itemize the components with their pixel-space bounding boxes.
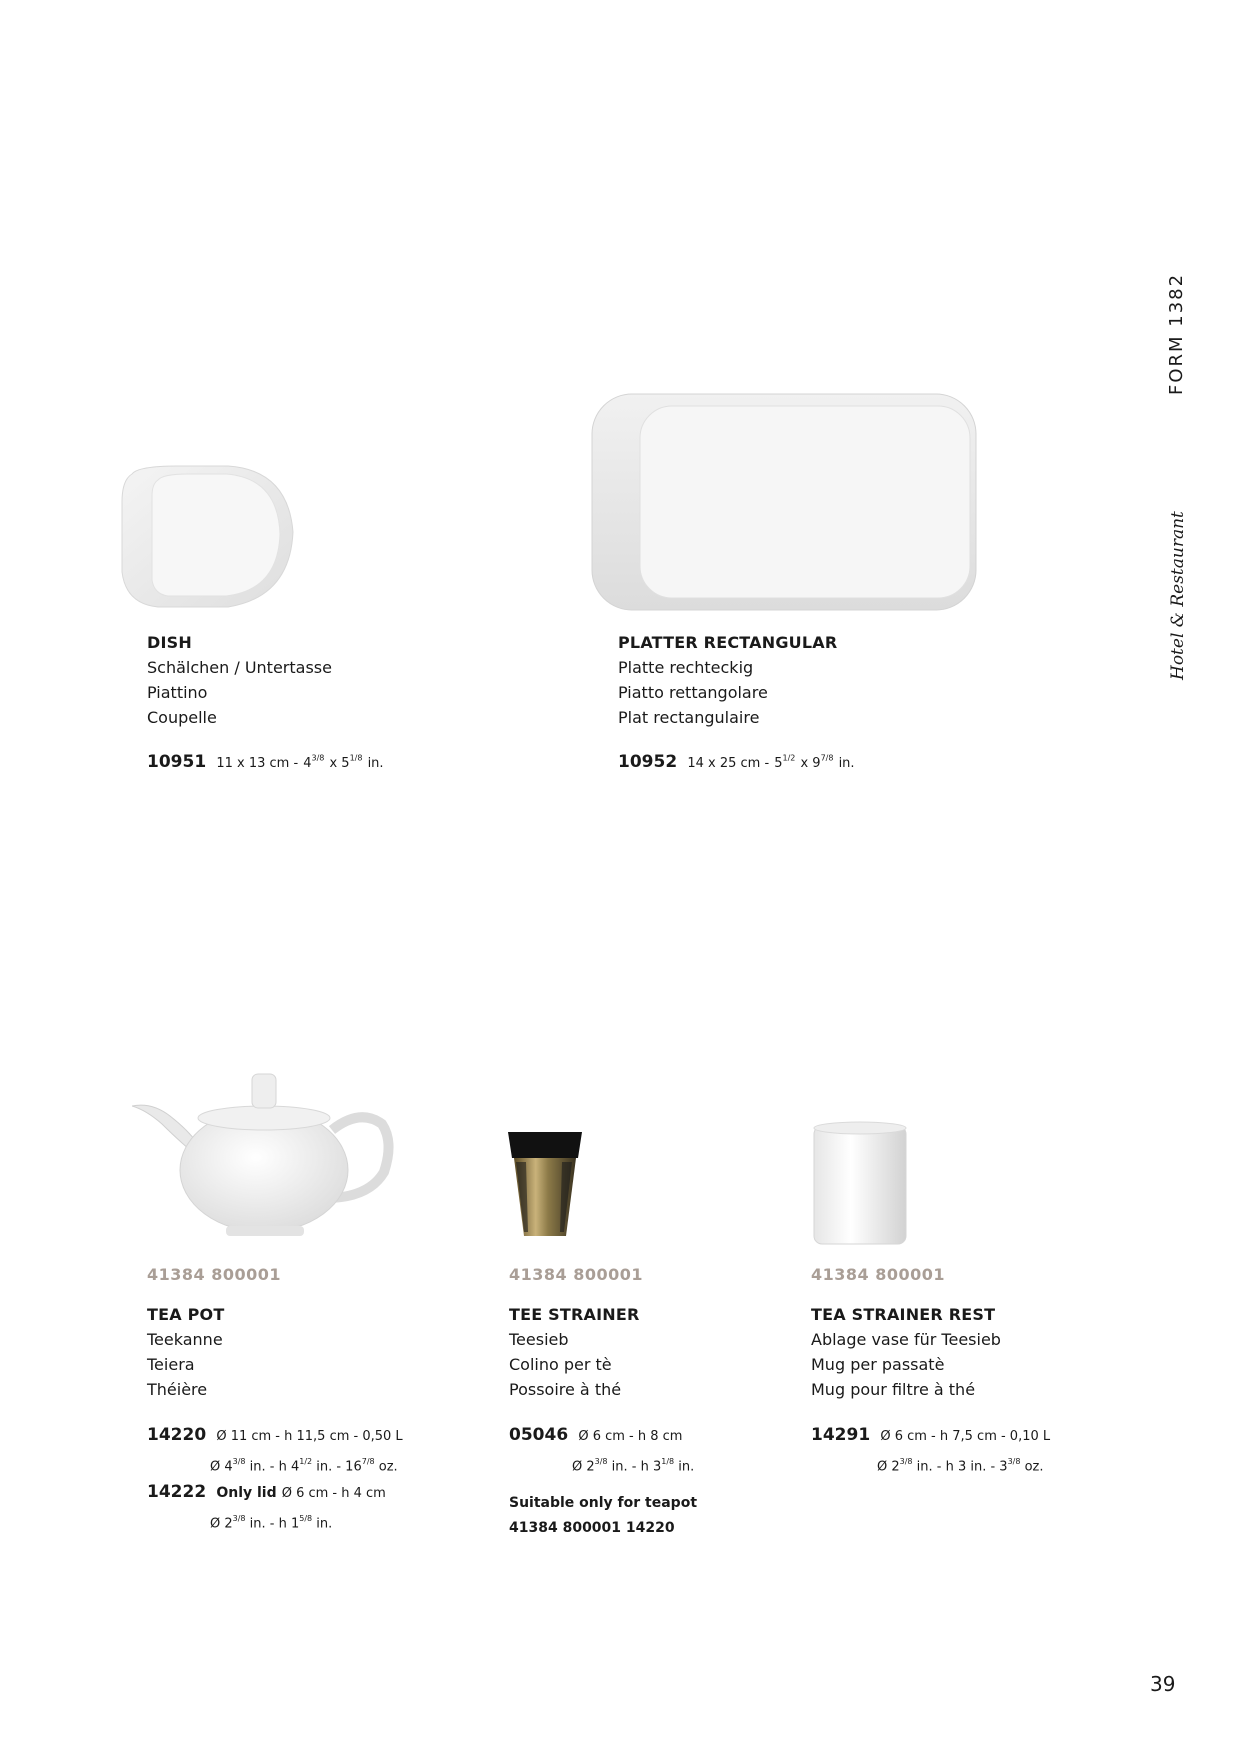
- product-platter: [618, 630, 1038, 772]
- dimension-in: Ø 2: [877, 1459, 900, 1475]
- decor-code: 41384 800001: [811, 1265, 946, 1284]
- dimension-cm: Ø 11 cm - h 11,5 cm - 0,50 L: [216, 1429, 403, 1444]
- product-name-fr: Possoire à thé: [509, 1380, 622, 1399]
- collection-form-label: FORM 1382: [1166, 272, 1187, 395]
- dimension-in: Ø 2: [572, 1459, 595, 1475]
- note-line: 41384 800001 14220: [509, 1520, 675, 1537]
- product-name-de: Teesieb: [509, 1330, 569, 1349]
- dimension-in: x 5: [329, 756, 350, 771]
- product-name-it: Piattino: [147, 683, 208, 702]
- note-line: Suitable only for teapot: [509, 1495, 698, 1512]
- product-name-fr: Mug pour filtre à thé: [811, 1380, 976, 1399]
- tea-strainer-rest-image: [810, 1118, 910, 1248]
- unit: in.: [312, 1516, 333, 1532]
- product-code-line: [147, 1479, 477, 1506]
- unit: oz.: [374, 1459, 398, 1475]
- unit: in.: [367, 756, 384, 771]
- product-code-line: [618, 752, 1038, 772]
- article-number: 10952: [618, 752, 678, 772]
- product-tee-strainer: [509, 1262, 799, 1541]
- fraction: 7/8: [820, 753, 834, 763]
- dimension-in-line: [811, 1449, 1111, 1479]
- dimension-cm: 14 x 25 cm -: [687, 756, 770, 771]
- fraction: 1/8: [349, 753, 363, 763]
- product-name-fr: Théière: [147, 1380, 208, 1399]
- fraction: 1/8: [661, 1457, 675, 1466]
- article-number: 05046: [509, 1425, 569, 1445]
- product-title: DISH: [147, 633, 192, 652]
- product-code-line: [811, 1422, 1111, 1449]
- product-title: TEE STRAINER: [509, 1305, 640, 1324]
- fraction: 3/8: [1007, 1457, 1021, 1466]
- decor-code: 41384 800001: [147, 1265, 282, 1284]
- product-name-de: Ablage vase für Teesieb: [811, 1330, 1001, 1349]
- dimension-in: Ø 2: [210, 1516, 233, 1532]
- unit: in.: [838, 756, 855, 771]
- dimension-cm: Ø 6 cm - h 8 cm: [578, 1429, 683, 1444]
- dimension-in-line: [509, 1449, 799, 1479]
- fraction: 3/8: [311, 753, 325, 763]
- article-number: 14220: [147, 1425, 207, 1445]
- product-code-line: [509, 1422, 799, 1449]
- product-name-de: Schälchen / Untertasse: [147, 658, 332, 677]
- dimension-in: 5: [774, 756, 783, 771]
- teapot-image: [132, 1072, 394, 1242]
- fraction: 5/8: [299, 1514, 313, 1524]
- fraction: 3/8: [232, 1514, 246, 1524]
- product-name-it: Teiera: [147, 1355, 195, 1374]
- product-code-line: [147, 752, 547, 772]
- dimension-cm: Ø 6 cm - h 4 cm: [281, 1486, 386, 1502]
- product-title: TEA STRAINER REST: [811, 1305, 996, 1324]
- product-tea-pot: [147, 1262, 477, 1537]
- dimension-in: in. - h 3 in. - 3: [912, 1459, 1008, 1475]
- dimension-in-line: [147, 1449, 477, 1479]
- article-number: 14222: [147, 1482, 207, 1503]
- only-lid-label: Only lid: [216, 1485, 277, 1502]
- dimension-in: in. - h 1: [245, 1516, 300, 1532]
- dimension-in: in. - h 4: [245, 1459, 300, 1475]
- product-dish: [147, 630, 547, 772]
- product-name-it: Colino per tè: [509, 1355, 612, 1374]
- product-code-line: [147, 1422, 477, 1449]
- fraction: 3/8: [232, 1457, 246, 1466]
- fraction: 3/8: [594, 1457, 608, 1466]
- decor-code: 41384 800001: [509, 1265, 644, 1284]
- product-name-it: Mug per passatè: [811, 1355, 945, 1374]
- article-number: 14291: [811, 1425, 871, 1445]
- dimension-in: 4: [303, 756, 312, 771]
- fraction: 3/8: [899, 1457, 913, 1466]
- fraction: 1/2: [782, 753, 796, 763]
- dimension-in-line: [147, 1506, 477, 1536]
- platter-image: [590, 392, 978, 614]
- dimension-in: x 9: [800, 756, 821, 771]
- product-title: TEA POT: [147, 1305, 225, 1324]
- dimension-in: in. - h 3: [607, 1459, 662, 1475]
- product-name-de: Teekanne: [147, 1330, 223, 1349]
- product-name-fr: Plat rectangulaire: [618, 708, 760, 727]
- unit: oz.: [1020, 1459, 1044, 1475]
- article-number: 10951: [147, 752, 207, 772]
- fraction: 1/2: [299, 1457, 313, 1466]
- product-name-it: Piatto rettangolare: [618, 683, 768, 702]
- dish-image: [118, 462, 298, 612]
- unit: in.: [674, 1459, 695, 1475]
- fraction: 7/8: [361, 1457, 375, 1466]
- product-name-fr: Coupelle: [147, 708, 217, 727]
- dimension-cm: Ø 6 cm - h 7,5 cm - 0,10 L: [880, 1429, 1051, 1444]
- product-title: PLATTER RECTANGULAR: [618, 633, 838, 652]
- page-number: 39: [1150, 1672, 1176, 1696]
- dimension-cm: 11 x 13 cm -: [216, 756, 299, 771]
- dimension-in: in. - 16: [312, 1459, 362, 1475]
- product-name-de: Platte rechteckig: [618, 658, 754, 677]
- dimension-in: Ø 4: [210, 1459, 233, 1475]
- product-tea-strainer-rest: [811, 1262, 1111, 1479]
- tea-strainer-image: [504, 1128, 586, 1242]
- compatibility-note: [509, 1491, 799, 1541]
- collection-hotel-label: Hotel & Restaurant: [1168, 511, 1188, 680]
